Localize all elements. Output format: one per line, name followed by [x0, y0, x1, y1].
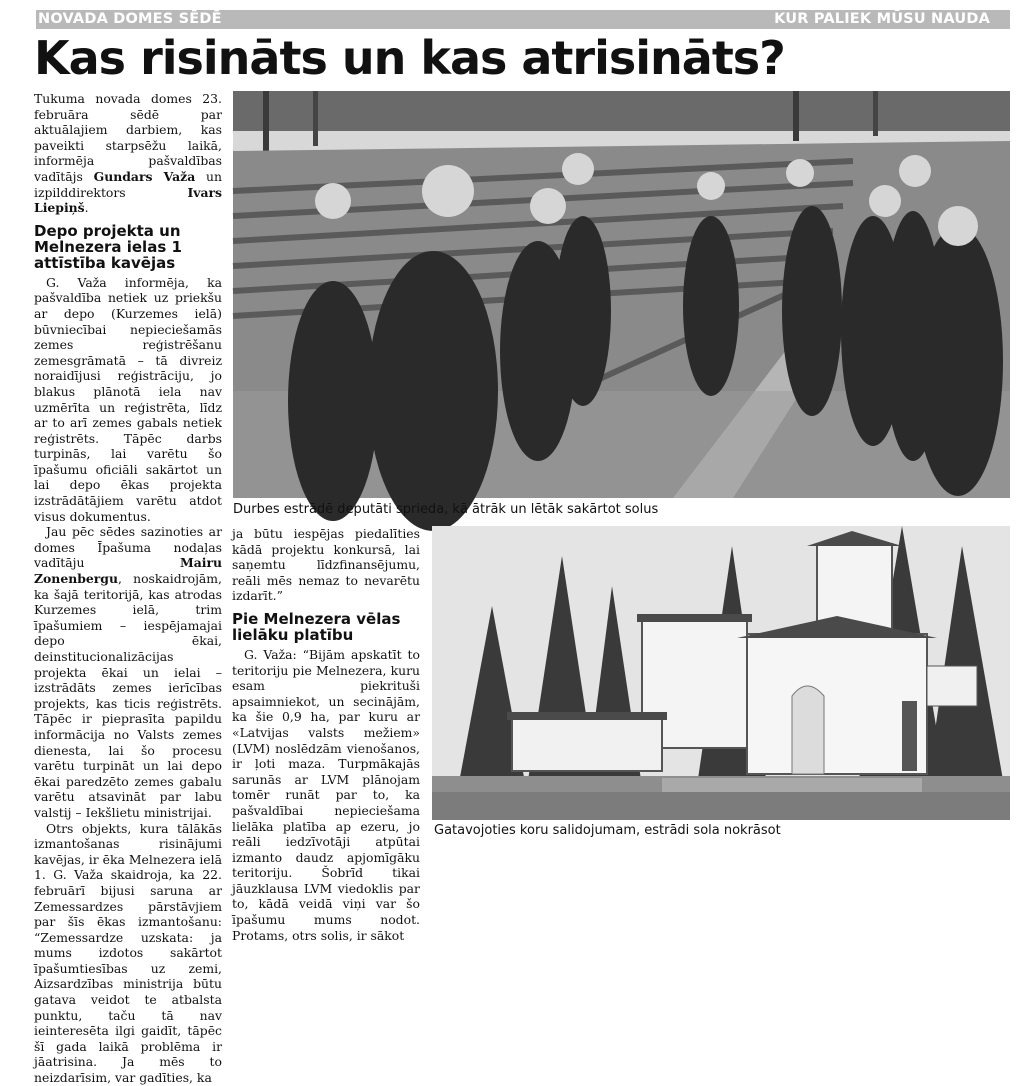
paragraph-2	[34, 524, 222, 820]
text-column-1	[34, 91, 223, 1086]
photo-amphitheatre-deputies	[233, 91, 1010, 498]
section-band	[36, 10, 1010, 29]
photo-1-illustration	[233, 91, 1010, 498]
lead-text-mid: un izpilddirektors	[34, 168, 223, 200]
photo-2-caption: Gatavojoties koru salidojumam, estrādi sola nokrāsot	[434, 823, 781, 838]
lead-paragraph	[34, 91, 222, 216]
lead-text: Tukuma novada domes 23. februāra sēdē par aktuālajiem darbiem, kas paveikti starpsēžu laikā, informēja pašvaldības vadītājs	[34, 91, 222, 184]
lead-text-end: .	[84, 200, 89, 216]
paragraph-1: G. Važa informēja, ka pašvaldība netiek uz priekšu ar depo (Kurzemes ielā) būvniecībai nepieciešamās zemes reģistrēšanu zemesgrāmatā – tā divreiz noraidījusi reģistrāciju, jo blakus plānotā iela nav uzmērīta un reģistrēta, līdz ar to arī zemes gabals netiek reģistrēts. Tāpēc darbs turpinās, lai varētu šo īpašumu oficiāli sakārtot un lai depo ēkas projekta izstrādātājiem varētu atdot visus dokumentus.	[34, 274, 222, 524]
paragraph-3: Otrs objekts, kura tālākās izmantošanas risinājumi kavējas, ir ēka Melnezera ielā 1. G. Važa skaidroja, ka 22. februārī bijusi saruna ar Zemessardzes pārstāvjiem par šīs ēkas izmantošanu: “Zemessardze uzskata: ja mums izdotos sakārtot īpašumtiesības uz zemi, Aizsardzības ministrija būtu gatava veidot te atbalsta punktu, taču tā nav ieinteresēta ilgi gaidīt, tāpēc šī gada laikā problēma ir jāatrisina. Ja mēs to neizdarīsim, var gadīties, ka	[34, 820, 222, 1086]
subheading-melnezers: Pie Melnezera vēlas lielāku platību	[232, 609, 401, 644]
paragraph-2-start: Jau pēc sēdes sazinoties ar domes Īpašuma nodaļas vadītāju	[34, 524, 222, 571]
paragraph-2-rest: , noskaidrojām, ka šajā teritorijā, kas atrodas Kurzemes ielā, trim īpašumiem – iespējamajai depo ēkai, deinstitucionalizācijas projekta ēkai un ielai – izstrādāts zemes ierīcības projekts, kas ticis reģistrēts. Tāpēc ir pieprasīta papildu informācija no Valsts zemes dienesta, lai šo procesu varētu turpināt un lai depo ēkai paredzēto zemes gabalu varētu atsavināt par labu valstij – Iekšlietu ministrijai.	[34, 571, 222, 820]
rubric-label: KUR PALIEK MŪSU NAUDA	[774, 11, 990, 27]
column-2-paragraph-2: G. Važa: “Bijām apskatīt to teritoriju pie Melnezera, kuru esam piekrituši apsaimniekot, un secinājām, ka šie 0,9 ha, par kuru ar «Latvijas valsts mežiem» (LVM) noslēdzām vienošanos, ir ļoti maza. Turpmākajās sarunās ar LVM plānojam tomēr runāt par to, ka pašvaldībai nepieciešama lielāka platība ap ezeru, jo reāli iedzīvotāji atpūtai izmanto daudz apjomīgāku teritoriju. Šobrīd tikai jāuzklausa LVM viedoklis par to, kādā veidā viņi var šo īpašumu mums nodot. Protams, otrs solis, ir sākot	[232, 646, 420, 943]
photo-1-caption: Durbes estrādē deputāti sprieda, kā ātrāk un lētāk sakārtot solus	[233, 502, 659, 517]
photo-amphitheatre-stage	[432, 526, 1010, 820]
article-headline: Kas risināts un kas atrisināts?	[34, 31, 785, 85]
lead-name-director: Ivars Liepiņš	[34, 184, 222, 216]
column-2-paragraph-1: ja būtu iespējas piedalīties kādā projektu konkursā, lai saņemtu līdzfinansējumu, reāli mēs nemaz to nevarētu izdarīt.”	[232, 526, 420, 604]
lead-name-mayor: Gundars Važa	[93, 168, 196, 184]
paragraph-2-name: Mairu Zonenbergu	[34, 555, 222, 587]
subheading-depo: Depo projekta un Melnezera ielas 1 attīstība kavējas	[34, 221, 182, 272]
photo-2-illustration	[432, 526, 1010, 820]
text-column-2	[232, 526, 420, 943]
section-label: NOVADA DOMES SĒDĒ	[38, 11, 222, 27]
